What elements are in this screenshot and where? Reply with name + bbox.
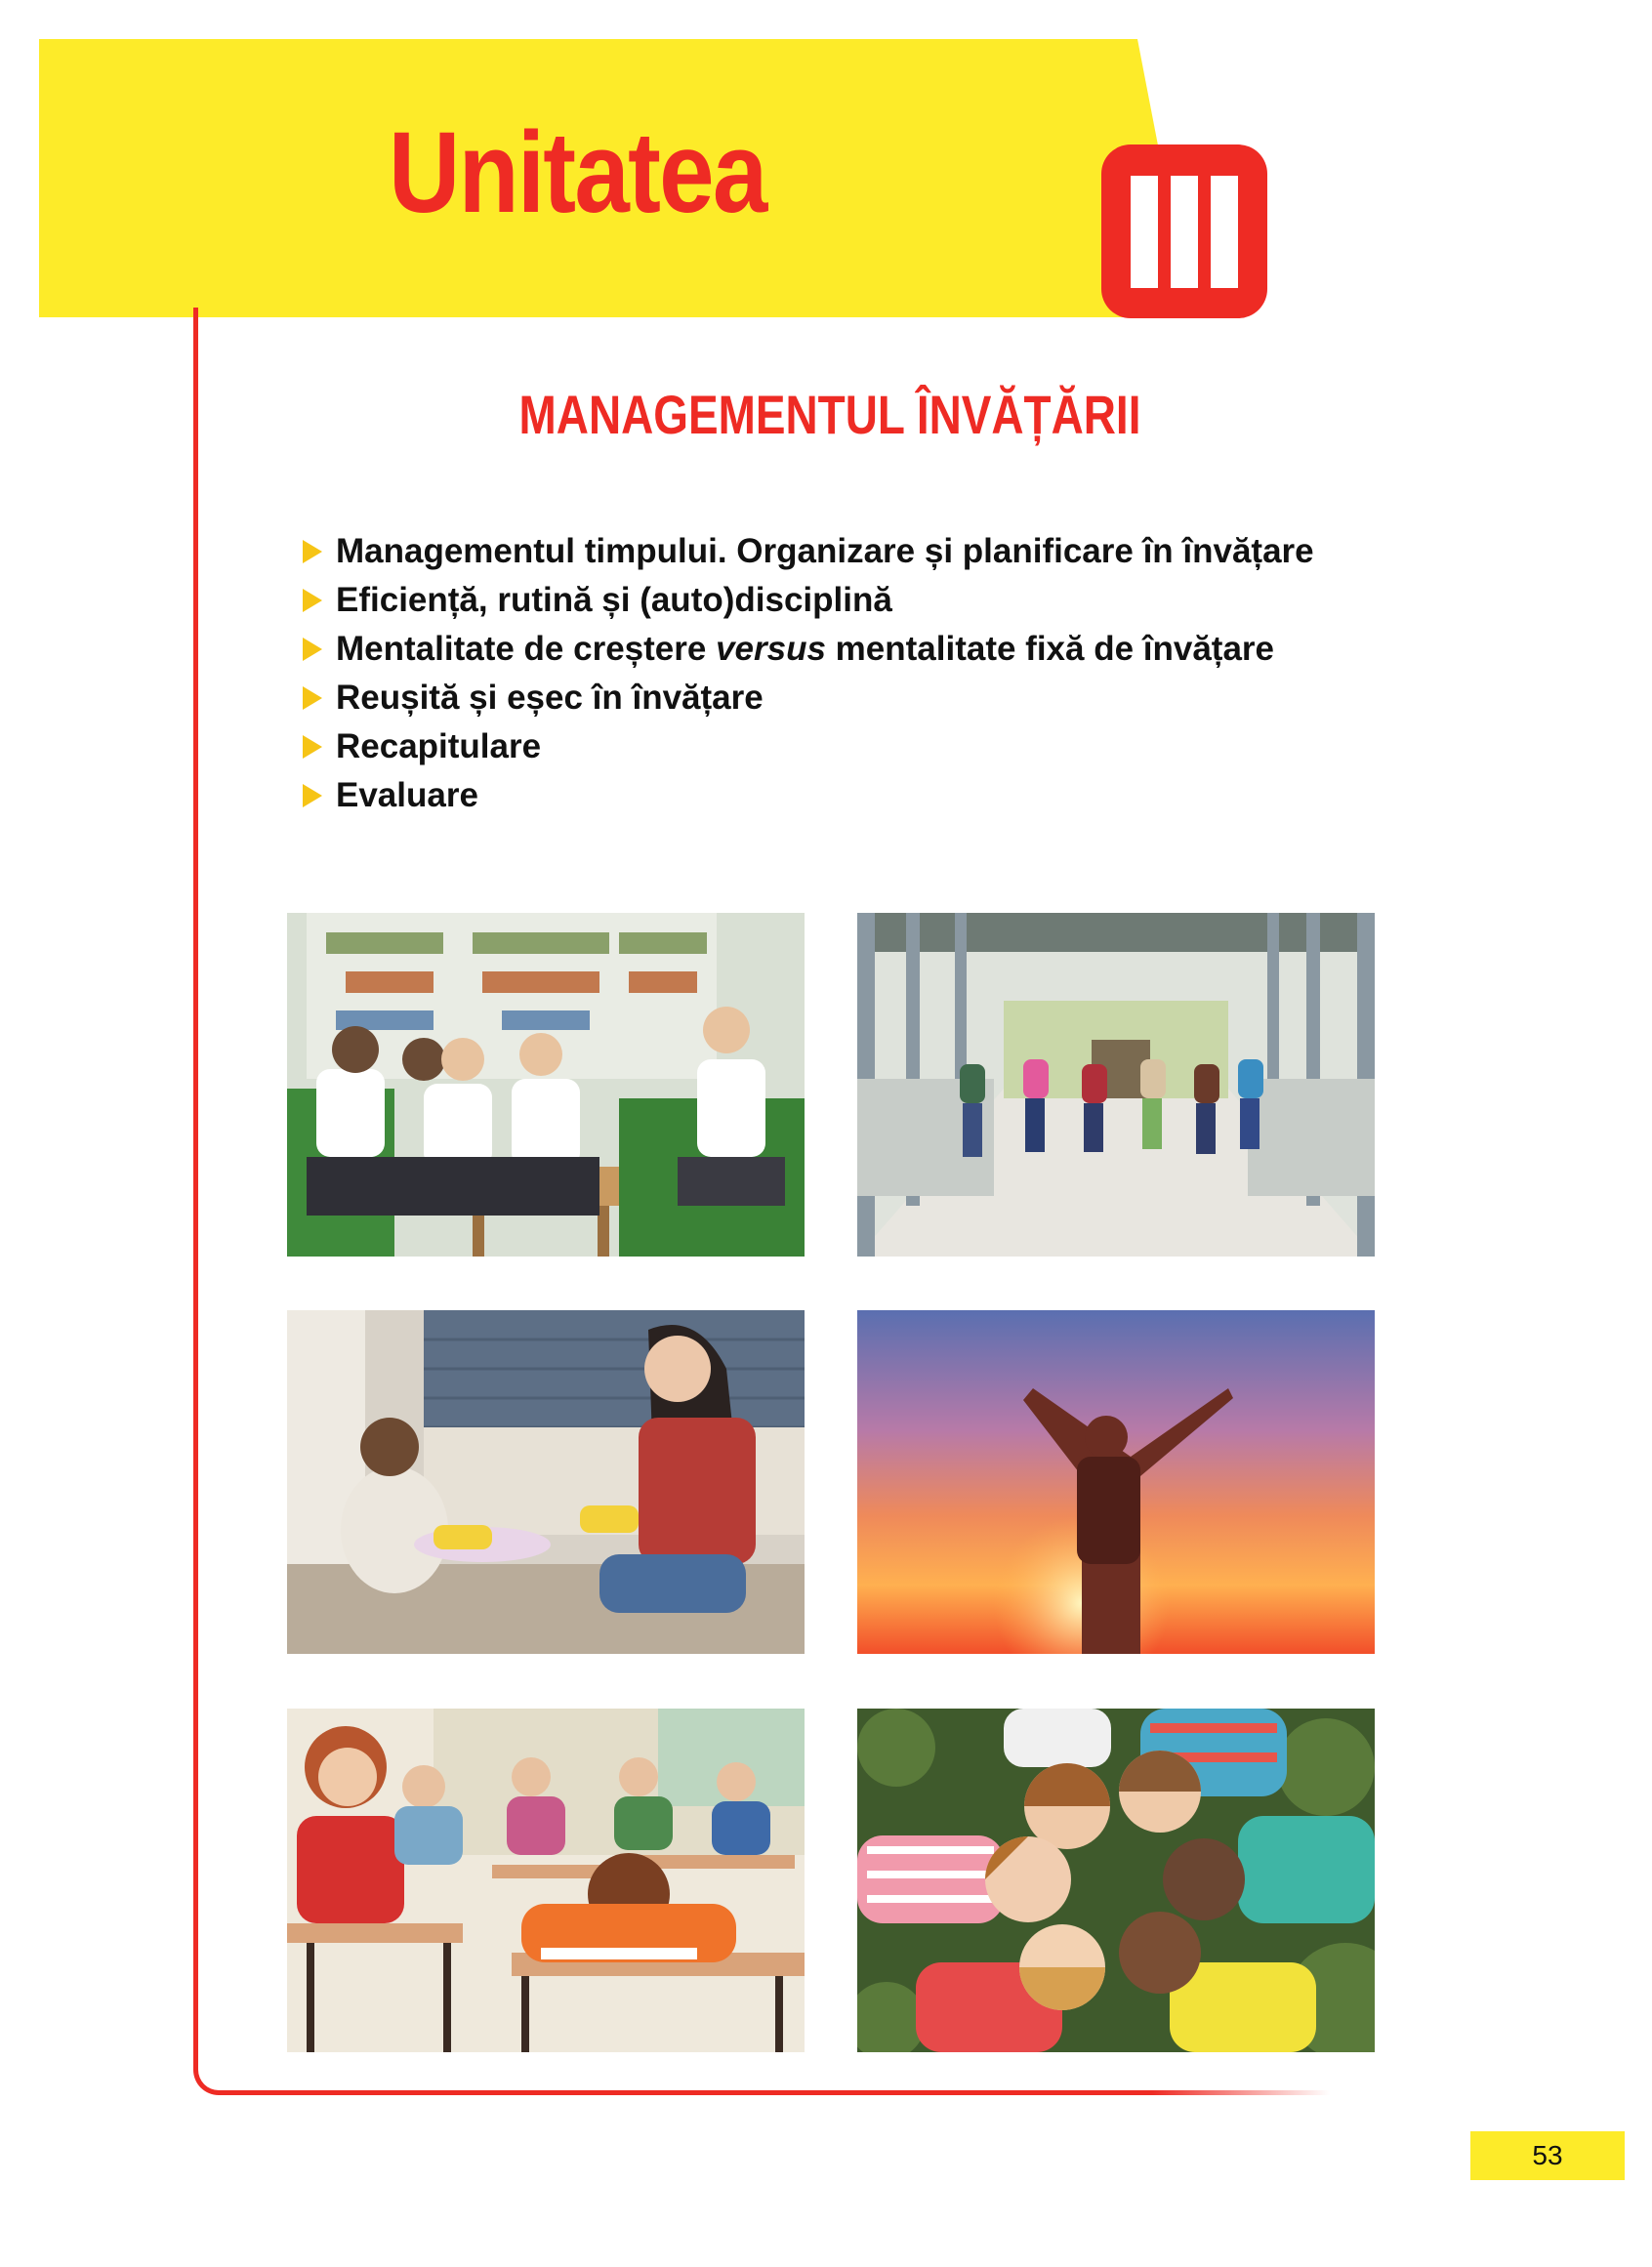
unit-label: Unitatea	[389, 108, 766, 237]
roman-numeral-three-icon	[1131, 176, 1238, 288]
bullet-arrow-icon	[303, 784, 322, 807]
list-item: Managementul timpului. Organizare și planificare în învățare	[303, 527, 1314, 576]
photo-students-library	[287, 913, 805, 1257]
bullet-arrow-icon	[303, 686, 322, 710]
photo-children-grass	[857, 1709, 1375, 2052]
bullet-arrow-icon	[303, 540, 322, 563]
photo-classroom-pupils	[287, 1709, 805, 2052]
list-item: Evaluare	[303, 771, 1314, 820]
bullet-arrow-icon	[303, 589, 322, 612]
bullet-arrow-icon	[303, 735, 322, 759]
photo-sunset-silhouette	[857, 1310, 1375, 1654]
list-item: Eficiență, rutină și (auto)disciplină	[303, 576, 1314, 625]
topics-list	[303, 527, 1314, 820]
unit-number-badge	[1101, 144, 1267, 318]
frame-fade	[1152, 2084, 1406, 2096]
photo-children-running	[857, 913, 1375, 1257]
list-item: Reușită și eșec în învățare	[303, 674, 1314, 722]
list-item: Mentalitate de creștere versus mentalitate fixă de învățare	[303, 625, 1314, 674]
section-title: MANAGEMENTUL ÎNVĂȚĂRII	[518, 384, 1141, 445]
page-number: 53	[1470, 2131, 1625, 2180]
list-item: Recapitulare	[303, 722, 1314, 771]
bullet-arrow-icon	[303, 638, 322, 661]
photo-family-cleaning	[287, 1310, 805, 1654]
